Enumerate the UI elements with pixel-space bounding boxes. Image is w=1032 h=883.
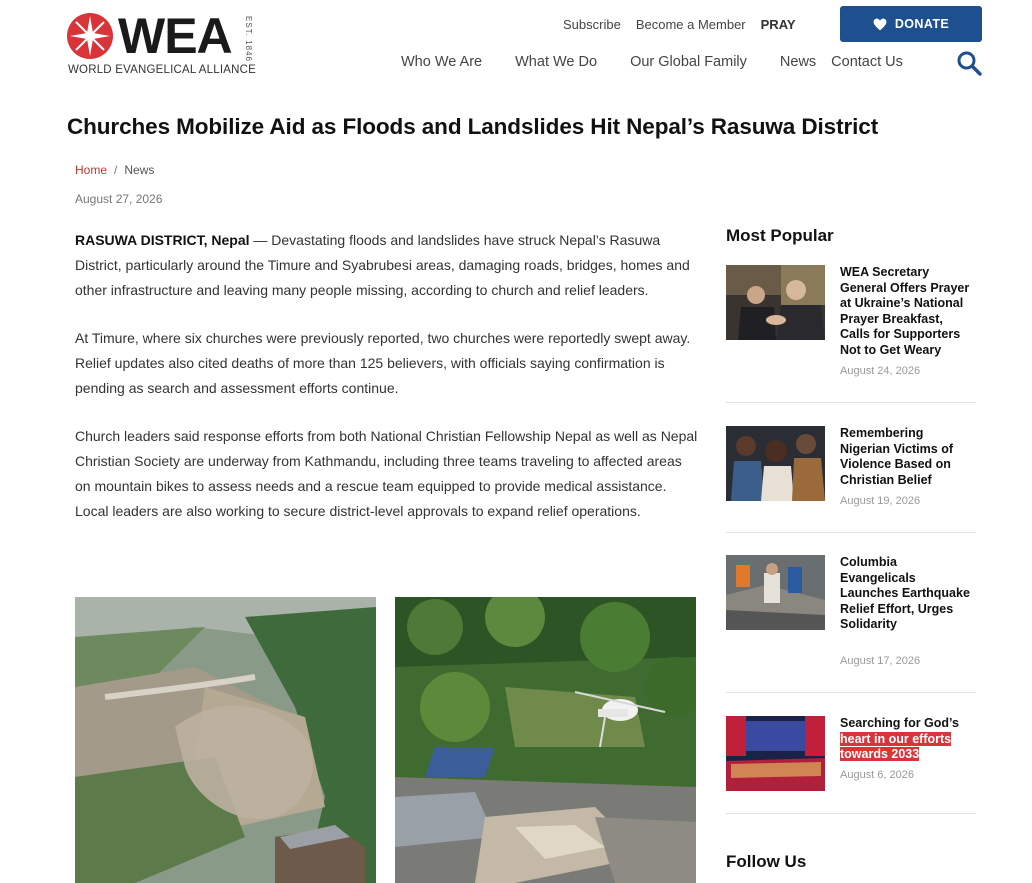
article-dateline: RASUWA DISTRICT, Nepal bbox=[75, 232, 250, 248]
donate-label: DONATE bbox=[894, 17, 950, 31]
popular-divider bbox=[726, 532, 976, 533]
landslide-valley-photo bbox=[75, 597, 376, 883]
helicopter-rescue-photo bbox=[395, 597, 696, 883]
popular-divider bbox=[726, 813, 976, 814]
popular-title-3[interactable]: Columbia Evangelicals Launches Earthquake Relief Effort, Urges Solidarity bbox=[840, 555, 970, 632]
popular-thumb-1[interactable] bbox=[726, 265, 825, 340]
nav-our-global-family[interactable]: Our Global Family bbox=[630, 54, 747, 70]
popular-date-2: August 19, 2026 bbox=[840, 495, 921, 507]
logo-subtitle: WORLD EVANGELICAL ALLIANCE bbox=[68, 64, 256, 76]
popular-date-3: August 17, 2026 bbox=[840, 655, 921, 667]
searching-gods-heart-image bbox=[726, 716, 825, 791]
prayer-breakfast-image bbox=[726, 265, 825, 340]
article-p1-text: — Devastating floods and landslides have struck Nepal’s Rasuwa District, particularly around the Timure and Syabrubesi areas, damaging roads, bridges, homes and other infrastructure and leaving many people missing, according to church and relief leaders. bbox=[75, 232, 690, 298]
nav-who-we-are[interactable]: Who We Are bbox=[401, 54, 483, 70]
helicopter-rescue-image bbox=[395, 597, 696, 883]
become-member-link[interactable]: Become a Member bbox=[635, 17, 746, 32]
popular-title-2[interactable]: Remembering Nigerian Victims of Violence Based on Christian Belief bbox=[840, 426, 953, 487]
popular-divider bbox=[726, 692, 976, 693]
logo-wordmark: WEA bbox=[118, 8, 232, 64]
breadcrumb bbox=[75, 163, 154, 177]
donate-button[interactable] bbox=[840, 6, 982, 42]
pray-link[interactable]: PRAY bbox=[760, 17, 796, 32]
follow-us-heading: Follow Us bbox=[726, 852, 807, 871]
breadcrumb-home[interactable]: Home bbox=[75, 163, 108, 177]
logo-est: EST. 1846 bbox=[244, 16, 253, 62]
earthquake-relief-image bbox=[726, 555, 825, 630]
breadcrumb-current[interactable]: News bbox=[124, 163, 155, 177]
popular-divider bbox=[726, 402, 976, 403]
post-date: August 27, 2026 bbox=[75, 192, 163, 206]
sidebar bbox=[726, 226, 976, 781]
heart-icon bbox=[873, 18, 887, 31]
site-header bbox=[0, 0, 1032, 100]
wea-logo[interactable] bbox=[66, 8, 266, 82]
popular-title-1[interactable]: WEA Secretary General Offers Prayer at Ukraine’s National Prayer Breakfast, Calls for Supporters Not to Get Weary bbox=[840, 265, 970, 357]
page-title: Churches Mobilize Aid as Floods and Landslides Hit Nepal’s Rasuwa District bbox=[67, 114, 879, 139]
subscribe-link[interactable]: Subscribe bbox=[563, 17, 621, 32]
article-paragraph-2: At Timure, where six churches were previously reported, two churches were reportedly swept away. Relief updates also cited deaths of more than 125 believers, with officials saying confirmation is pending as search and assessment efforts continue. bbox=[75, 330, 691, 396]
nav-what-we-do[interactable]: What We Do bbox=[515, 54, 598, 70]
search-icon[interactable] bbox=[956, 50, 982, 76]
main-nav bbox=[401, 54, 936, 74]
nav-contact-us[interactable]: Contact Us bbox=[831, 54, 903, 70]
landslide-valley-image bbox=[75, 597, 376, 883]
popular-title-4-highlight: heart in our efforts towards 2033 bbox=[840, 731, 952, 762]
popular-date-1: August 24, 2026 bbox=[840, 365, 921, 377]
popular-date-4: August 6, 2026 bbox=[840, 769, 915, 781]
nav-news[interactable]: News bbox=[779, 54, 817, 70]
article-body bbox=[75, 228, 700, 547]
popular-thumb-4[interactable] bbox=[726, 716, 825, 791]
nigerian-victims-image bbox=[726, 426, 825, 501]
popular-title-4[interactable] bbox=[840, 716, 976, 763]
popular-thumb-3[interactable] bbox=[726, 555, 825, 630]
most-popular-heading: Most Popular bbox=[726, 226, 834, 245]
popular-thumb-2[interactable] bbox=[726, 426, 825, 501]
article-paragraph-3: Church leaders said response efforts from both National Christian Fellowship Nepal as well as Nepal Christian Society are underway from Kathmandu, including three teams traveling to affected areas on mountain bikes to assess needs and a rescue team equipped to provide medical assistance. Local leaders are also working to secure district-level approvals to expand relief operations. bbox=[75, 428, 698, 519]
article-paragraph-1 bbox=[75, 228, 700, 303]
breadcrumb-separator: / bbox=[114, 163, 118, 177]
wea-cross-logo-icon bbox=[66, 12, 114, 60]
utility-links bbox=[563, 17, 796, 33]
popular-title-4-plain: Searching for God’s bbox=[840, 716, 960, 730]
